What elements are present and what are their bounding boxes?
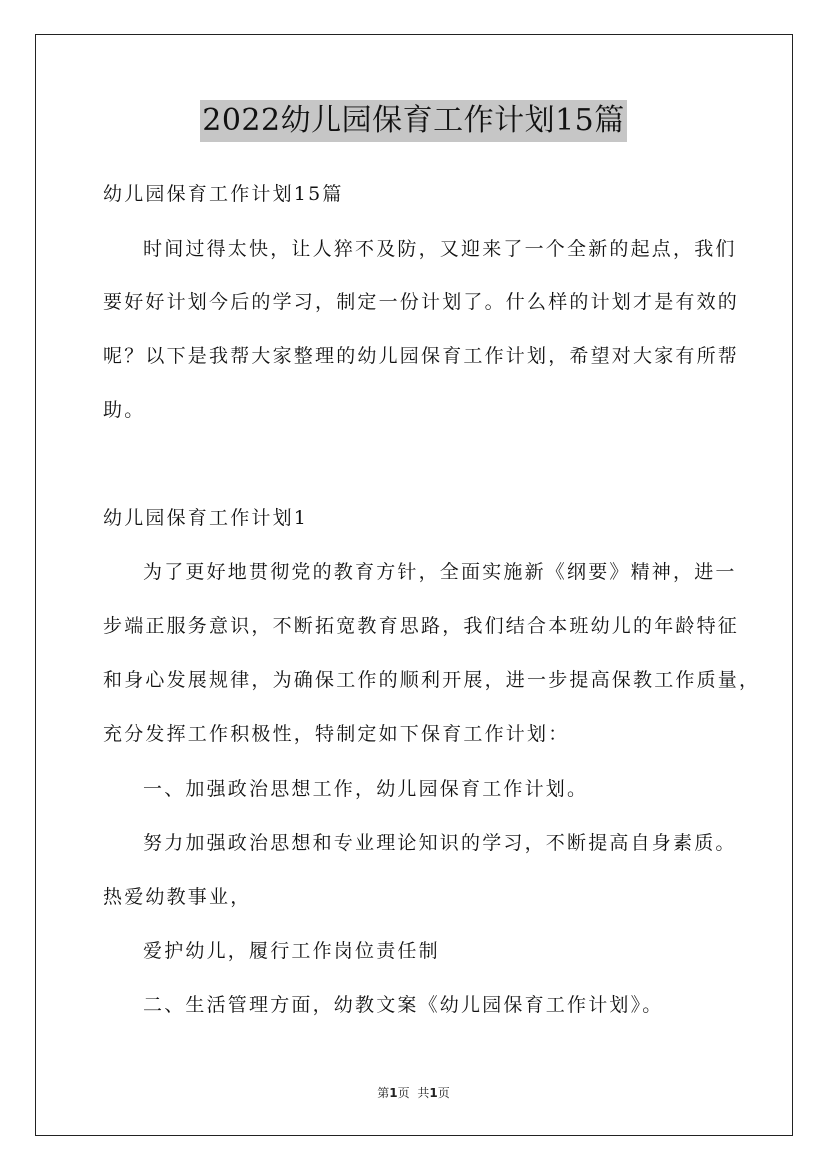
section1-heading: 幼儿园保育工作计划1 (103, 507, 309, 529)
document-title: 2022幼儿园保育工作计划15篇 (200, 100, 627, 142)
intro-line-1: 时间过得太快，让人猝不及防，又迎来了一个全新的起点，我们 (143, 238, 737, 260)
page-prefix: 第 (377, 1086, 390, 1100)
item2-heading: 二、生活管理方面，幼教文案《幼儿园保育工作计划》。 (143, 994, 664, 1016)
page-number: 1 (389, 1086, 398, 1100)
item1-heading: 一、加强政治思想工作，幼儿园保育工作计划。 (143, 778, 589, 800)
total-prefix: 共 (417, 1086, 430, 1100)
section1-line-1: 为了更好地贯彻党的教育方针，全面实施新《纲要》精神，进一 (143, 561, 737, 583)
intro-line-2: 要好好计划今后的学习，制定一份计划了。什么样的计划才是有效的 (103, 291, 740, 313)
page-footer (0, 1084, 827, 1101)
item1-detail-line-1: 努力加强政治思想和专业理论知识的学习，不断提高自身素质。 (143, 832, 737, 854)
section1-line-4: 充分发挥工作积极性，特制定如下保育工作计划： (103, 723, 570, 745)
intro-line-3: 呢？以下是我帮大家整理的幼儿园保育工作计划，希望对大家有所帮 (103, 345, 740, 367)
total-pages: 1 (429, 1086, 438, 1100)
section1-line-2: 步端正服务意识，不断拓宽教育思路，我们结合本班幼儿的年龄特征 (103, 615, 740, 637)
intro-line-4: 助。 (103, 399, 146, 421)
item1-detail-line-2: 热爱幼教事业， (103, 886, 252, 908)
item1-extra: 爱护幼儿，履行工作岗位责任制 (143, 940, 440, 962)
section1-line-3: 和身心发展规律，为确保工作的顺利开展，进一步提高保教工作质量， (103, 669, 761, 691)
page-suffix: 页 (397, 1086, 410, 1100)
total-suffix: 页 (437, 1086, 450, 1100)
title-container (0, 100, 827, 142)
subtitle: 幼儿园保育工作计划15篇 (103, 183, 344, 205)
